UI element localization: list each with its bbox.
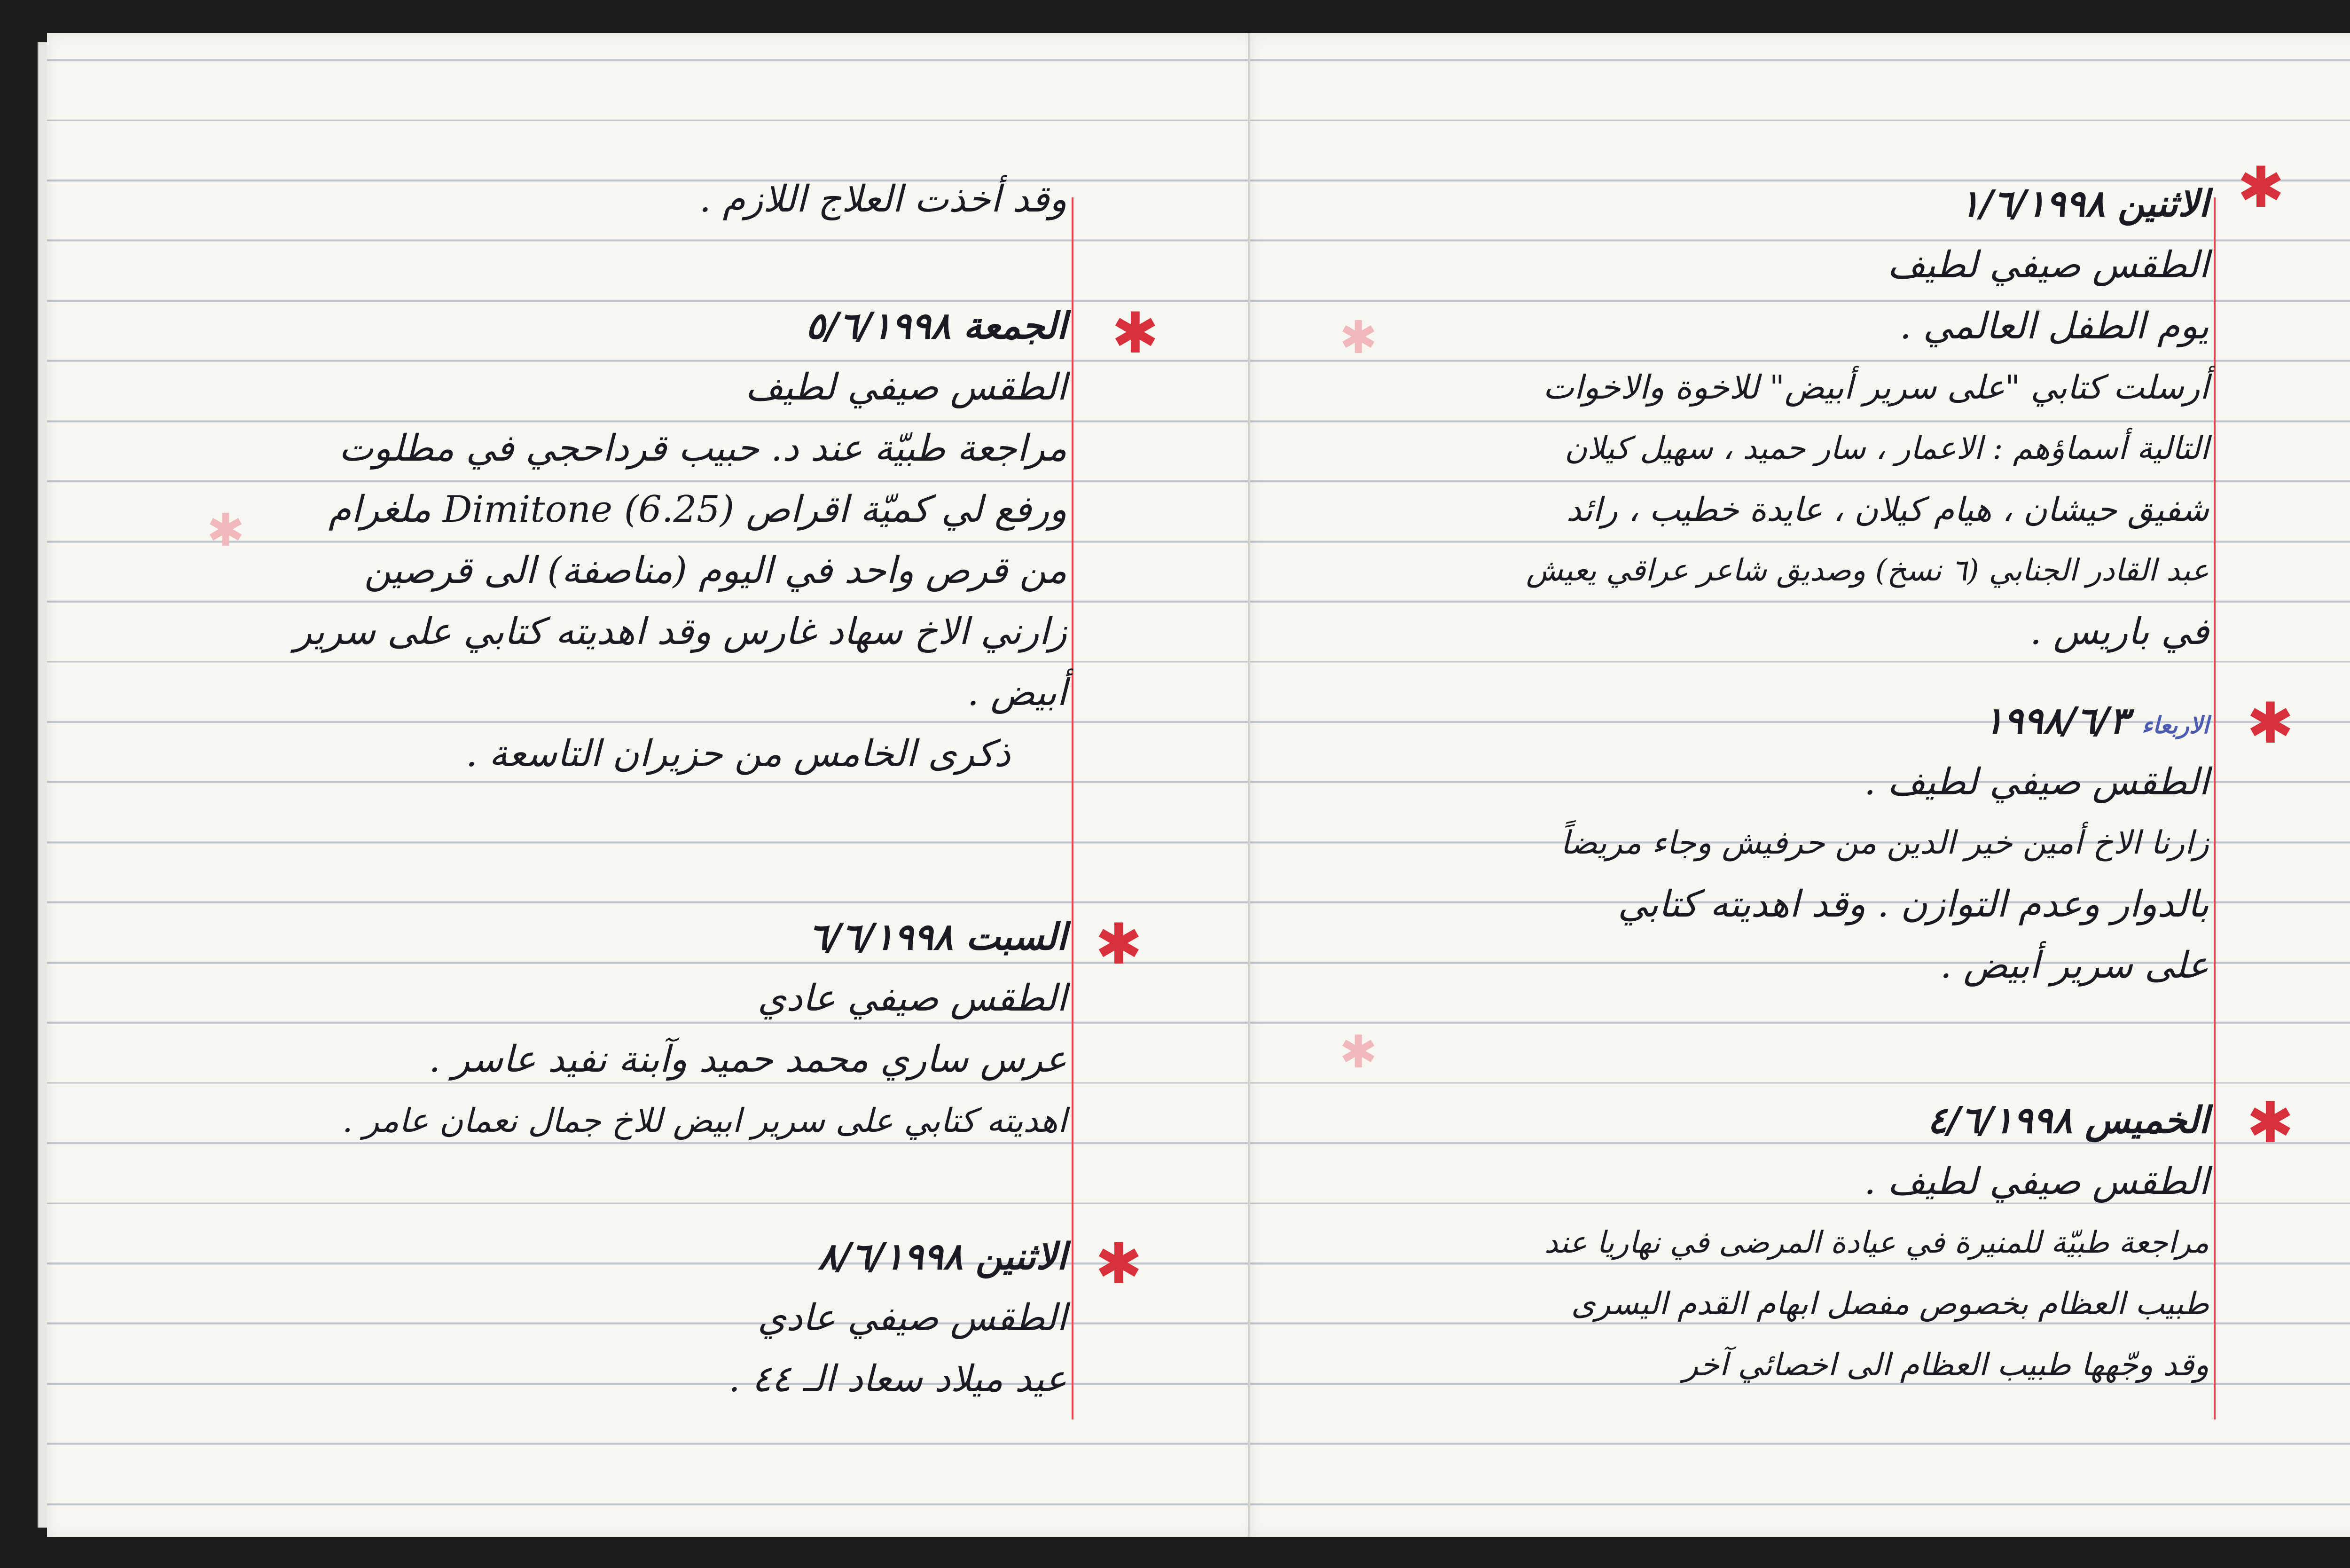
asterisk-icon: ✱ xyxy=(1095,1231,1143,1297)
entry-date: السبت ٦/٦/١٩٩٨ xyxy=(808,916,1067,958)
text-line: عبد القادر الجنابي (٦ نسخ) وصديق شاعر عراقي يعيش xyxy=(1526,553,2209,588)
asterisk-icon: ✱ xyxy=(1340,311,1378,364)
text-line: بالدوار وعدم التوازن . وقد اهديته كتابي xyxy=(1618,883,2209,925)
text-line: وقد وجّهها طبيب العظام الى اخصائي آخر xyxy=(1683,1347,2209,1383)
text-line: مراجعة طبيّة للمنيرة في عيادة المرضى في نهاريا عند xyxy=(1544,1225,2209,1260)
text-line: التالية أسماؤهم : الاعمار ، سار حميد ، سهيل كيلان xyxy=(1564,430,2209,466)
asterisk-icon: ✱ xyxy=(1112,301,1159,366)
text-line: الطقس صيفي عادي xyxy=(757,1297,1067,1339)
text-line: في باريس . xyxy=(2030,611,2209,653)
asterisk-icon: ✱ xyxy=(1095,912,1143,977)
text-line: مراجعة طبيّة عند د. حبيب قرداحجي في مطلوت xyxy=(338,427,1067,470)
text-line: وقد أخذت العلاج اللازم . xyxy=(699,178,1067,220)
asterisk-icon: ✱ xyxy=(2237,155,2285,220)
asterisk-icon: ✱ xyxy=(207,504,245,557)
entry-date: الاثنين ١/٦/١٩٩٨ xyxy=(1960,182,2209,225)
text-line: الطقس صيفي لطيف xyxy=(745,366,1067,408)
text-line: يوم الطفل العالمي . xyxy=(1899,305,2209,347)
entry-date-value: ١٩٩٨/٦/٣ xyxy=(1984,699,2129,742)
text-line: طبيب العظام بخصوص مفصل ابهام القدم اليسرى xyxy=(1571,1286,2209,1322)
asterisk-icon: ✱ xyxy=(2247,691,2294,756)
text-line: عيد ميلاد سعاد الـ ٤٤ . xyxy=(728,1358,1067,1400)
text-line: الطقس صيفي لطيف . xyxy=(1864,1160,2209,1203)
right-page-text xyxy=(1401,33,2209,1537)
asterisk-icon: ✱ xyxy=(2247,1090,2294,1156)
text-line: الطقس صيفي لطيف xyxy=(1887,244,2209,286)
text-line: الطقس صيفي عادي xyxy=(757,977,1067,1019)
text-line: أرسلت كتابي "على سرير أبيض" للاخوة والاخوات xyxy=(1543,368,2209,407)
left-page xyxy=(47,33,1255,1537)
text-line: ذكرى الخامس من حزيران التاسعة . xyxy=(465,733,1010,775)
text-line: عرس ساري محمد حميد وآبنة نفيد عاسر . xyxy=(429,1038,1067,1081)
asterisk-icon: ✱ xyxy=(1340,1026,1378,1078)
text-line: اهديته كتابي على سرير ابيض للاخ جمال نعمان عامر . xyxy=(342,1101,1067,1140)
text-line: أبيض . xyxy=(967,672,1067,714)
entry-date: الخميس ٤/٦/١٩٩٨ xyxy=(1927,1099,2209,1142)
text-line: زارنا الاخ أمين خير الدين من حرفيش وجاء مريضاً xyxy=(1560,824,2209,862)
text-line: على سرير أبيض . xyxy=(1940,944,2209,987)
right-page-margin-line xyxy=(2214,197,2216,1419)
day-note: الاربعاء xyxy=(2141,711,2209,739)
right-page xyxy=(1250,33,2350,1537)
left-page-margin-line xyxy=(1072,197,1073,1419)
text-line: شفيق حيشان ، هيام كيلان ، عايدة خطيب ، رائد xyxy=(1566,490,2209,529)
text-line: زارني الاخ سهاد غارس وقد اهديته كتابي على سرير xyxy=(294,611,1067,653)
text-line: من قرص واحد في اليوم (مناصفة) الى قرصين xyxy=(364,549,1067,592)
entry-date: الاثنين ٨/٦/١٩٩٨ xyxy=(818,1235,1067,1278)
entry-date xyxy=(1984,691,2209,755)
left-page-text xyxy=(122,33,1067,1537)
entry-date: الجمعة ٥/٦/١٩٩٨ xyxy=(806,305,1067,347)
text-line: ورفع لي كميّة اقراص Dimitone (6.25) ملغرام xyxy=(328,488,1067,531)
text-line: الطقس صيفي لطيف . xyxy=(1864,761,2209,803)
